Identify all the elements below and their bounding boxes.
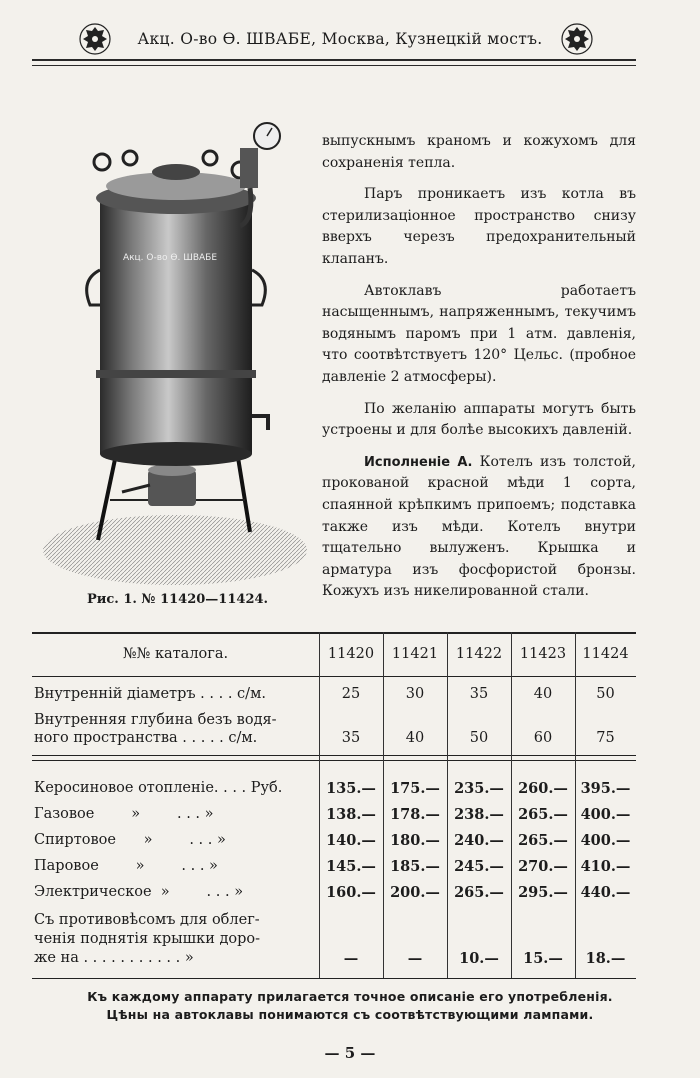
price-value: 265.— — [454, 884, 504, 901]
catalog-number: 11420 — [327, 646, 375, 662]
price-value: 400.— — [580, 806, 631, 823]
depth-value: 75 — [596, 730, 615, 746]
paragraph: выпускнымъ краномъ и кожухомъ для сохраненія тепла. — [322, 133, 636, 171]
catalog-number: 11421 — [391, 646, 439, 662]
price-value: 265.— — [518, 806, 568, 823]
header-rule — [32, 59, 636, 66]
execution-a-text: Котелъ изъ толстой, прокованой красной мѣди 1 сорта, спаянной крѣпкимъ припоемъ; подставка также изъ мѣди. Котелъ внутри тщательно вылуженъ. Крышка и арматура изъ фосфористой бронзы. Кожухъ изъ никелированной стали. — [322, 453, 636, 600]
price-value: 178.— — [390, 806, 440, 823]
price-value: 140.— — [326, 832, 376, 849]
price-value: 260.— — [518, 780, 568, 797]
price-row-label: Керосиновое отопленіе. . . . Руб. — [34, 780, 283, 796]
paragraph: Паръ проникаетъ изъ котла въ стерилизаціонное пространство снизу вверхъ черезъ предохранительный клапанъ. — [322, 186, 636, 267]
price-value: 200.— — [390, 884, 440, 901]
price-value: 238.— — [454, 806, 504, 823]
price-row-label: Газовое » . . . » — [34, 806, 214, 822]
diameter-value: 25 — [341, 686, 361, 702]
price-value: 145.— — [326, 858, 376, 875]
imperial-eagle-icon — [560, 22, 594, 56]
counterweight-value: — — [343, 950, 359, 967]
page-number: — 5 — — [324, 1044, 376, 1062]
catalog-number: 11422 — [455, 646, 503, 662]
execution-a-heading: Исполненіе А. — [364, 454, 473, 470]
diameter-value: 50 — [596, 686, 615, 702]
price-value: 235.— — [454, 780, 504, 797]
price-row-label: Электрическое » . . . » — [34, 884, 244, 900]
note-line: Къ каждому аппарату прилагается точное описаніе его употребленія. — [87, 989, 613, 1004]
diameter-value: 40 — [533, 686, 553, 702]
engraving-text: Акц. О-во Ѳ. ШВАБЕ — [122, 253, 218, 263]
counterweight-value: 10.— — [459, 950, 499, 967]
price-value: 138.— — [326, 806, 376, 823]
catalog-number: 11424 — [582, 646, 629, 662]
price-value: 295.— — [518, 884, 568, 901]
catalog-table — [32, 632, 636, 979]
counterweight-value: 15.— — [523, 950, 563, 967]
paragraph — [322, 452, 636, 603]
catalog-number: 11423 — [519, 646, 567, 662]
diameter-value: 35 — [469, 686, 489, 702]
price-value: 240.— — [454, 832, 504, 849]
price-value: 160.— — [326, 884, 376, 901]
catalog-header-label: №№ каталога. — [122, 646, 229, 662]
price-value: 180.— — [390, 832, 440, 849]
note-line: Цѣны на автоклавы понимаются съ соотвѣтствующими лампами. — [106, 1007, 594, 1022]
description-text — [322, 131, 636, 613]
price-value: 395.— — [580, 780, 631, 797]
price-value: 245.— — [454, 858, 504, 875]
paragraph: По желанію аппараты могутъ быть устроены и для болѣе высокихъ давленій. — [322, 400, 636, 439]
counterweight-label-line3: же на . . . . . . . . . . . » — [34, 950, 194, 966]
price-value: 410.— — [580, 858, 631, 875]
figure-caption: Рис. 1. № 11420—11424. — [86, 592, 269, 607]
diameter-label: Внутренній діаметръ . . . . с/м. — [34, 686, 266, 702]
header-title: Акц. О-во Ѳ. ШВАБЕ, Москва, Кузнецкій мостъ. — [137, 30, 543, 48]
counterweight-label-line2: ченія поднятія крышки доро- — [34, 931, 261, 947]
depth-value: 40 — [405, 730, 425, 746]
imperial-eagle-icon — [78, 22, 112, 56]
price-value: 265.— — [518, 832, 568, 849]
depth-value: 35 — [341, 730, 361, 746]
counterweight-value: 18.— — [585, 950, 626, 967]
counterweight-label-line1: Съ противовѣсомъ для облег- — [34, 912, 260, 928]
autoclave-illustration — [40, 120, 310, 590]
price-value: 185.— — [390, 858, 440, 875]
page-header — [0, 22, 700, 62]
depth-value: 50 — [469, 730, 489, 746]
price-row-label: Спиртовое » . . . » — [34, 832, 226, 848]
counterweight-value: — — [407, 950, 423, 967]
depth-value: 60 — [533, 730, 553, 746]
price-value: 270.— — [518, 858, 568, 875]
paragraph: Автоклавъ работаетъ насыщеннымъ, напряженнымъ, текучимъ водянымъ паромъ при 1 атм. давленія, что соотвѣтствуетъ 120° Цельс. (пробное давленіе 2 атмосферы). — [322, 282, 636, 385]
depth-label-line1: Внутренняя глубина безъ водя- — [34, 712, 277, 728]
price-value: 175.— — [390, 780, 440, 797]
diameter-value: 30 — [405, 686, 425, 702]
price-value: 400.— — [580, 832, 631, 849]
price-value: 135.— — [326, 780, 376, 797]
depth-label-line2: ного пространства . . . . . с/м. — [34, 730, 258, 746]
price-row-label: Паровое » . . . » — [34, 858, 218, 874]
price-value: 440.— — [580, 884, 631, 901]
